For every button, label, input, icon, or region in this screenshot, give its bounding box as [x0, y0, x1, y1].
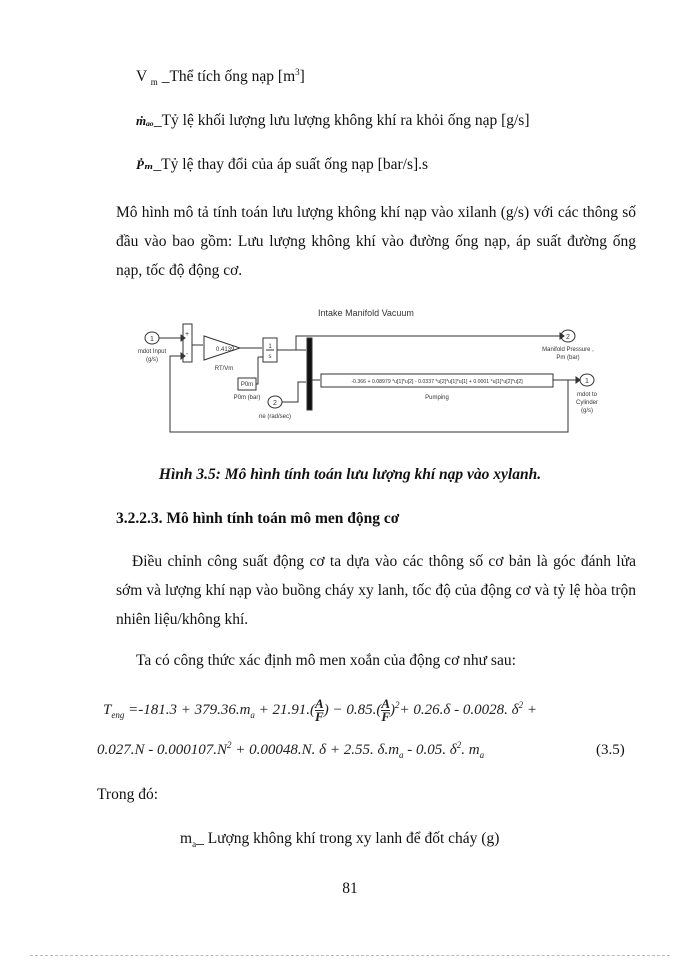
outport-1-label-b: Cylinder [575, 400, 599, 406]
vm-sub: m [150, 77, 158, 87]
pumping-label: Pumping [425, 395, 449, 401]
eq-l1a: =-181.3 + 379.36.m [124, 701, 251, 718]
eq-l2d-sub: a [479, 750, 485, 760]
sum-plus: + [184, 331, 190, 338]
outport-1-num: 1 [585, 378, 589, 385]
outport-2-num: 2 [566, 334, 570, 341]
eq-l1e: + 0.26.δ - 0.0028. δ [399, 701, 519, 718]
eq-l1c: ) − 0.85.( [323, 701, 382, 718]
def-mdot-out [136, 112, 529, 130]
pumping-expression: -0.366 + 0.08979 *u[1]*u[2] - 0.0337 *u[2]*u[1]*u[1] + 0.0001 *u[1]*u[2]*u[2] [351, 379, 523, 385]
p0m-value: P0m [240, 382, 254, 388]
equation-line-1 [103, 698, 537, 723]
eq-lhs-sub: eng [111, 709, 125, 720]
page-divider [30, 955, 670, 956]
gain-label: RT/Vm [214, 366, 234, 372]
inport-2-label: ne (rad/sec) [258, 414, 292, 420]
vm-text: _Thể tích ống nạp [m [161, 68, 296, 85]
figure-caption: Hình 3.5: Mô hình tính toán lưu lượng khí nạp vào xylanh. [158, 466, 542, 483]
frac-2 [381, 698, 390, 723]
eq-sq-1: 2 [395, 699, 400, 710]
eq-l1a-sub: a [250, 709, 255, 720]
ma-sub: a [192, 839, 197, 849]
inport-2-num: 2 [273, 400, 277, 407]
sum-minus: - [185, 351, 189, 358]
diagram-title: Intake Manifold Vacuum [318, 308, 414, 318]
mdot-out-symbol: ṁₐₒ [136, 113, 154, 128]
integrator-top: 1 [268, 344, 272, 350]
outport-1-label-a: mdot to [576, 392, 598, 398]
inport-1-label-b: (g/s) [146, 357, 158, 363]
frac-1 [315, 698, 324, 723]
eq-lhs: T [103, 701, 112, 718]
vm-letter: V [136, 68, 147, 85]
frac-1-den: F [315, 709, 324, 724]
formula-intro: Ta có công thức xác định mô men xoắn của động cơ như sau: [136, 652, 516, 669]
eq-l2c: - 0.05. δ [403, 742, 457, 758]
eq-l2d: . m [461, 742, 480, 758]
p0m-label: P0m (bar) [233, 395, 261, 401]
pdot-text: _Tỷ lệ thay đổi của áp suất ống nạp [bar/s].s [153, 156, 429, 173]
paragraph-intake-model: Mô hình mô tả tính toán lưu lượng không khí nạp vào xilanh (g/s) với các thông số đầu vào bao gồm: Lưu lượng không khí vào đường ống nạp, áp suất đường ống nạp, tốc độ động cơ. [116, 204, 636, 279]
outport-1-label-c: (g/s) [581, 408, 593, 414]
outport-2-label-b: Pm (bar) [556, 355, 580, 361]
mux-block [307, 338, 312, 410]
equation-line-2 [97, 742, 484, 759]
def-vm [136, 68, 305, 86]
equation-number: (3.5) [596, 742, 625, 758]
integrator-bottom: s [268, 354, 272, 360]
simulink-diagram [0, 298, 700, 438]
frac-1-num: A [315, 696, 324, 711]
ma-letter: m [180, 830, 193, 847]
eq-l2b: + 0.00048.N. δ + 2.55. δ.m [231, 742, 400, 758]
gain-value: 0.4139 [216, 347, 235, 353]
inport-1-num: 1 [150, 336, 154, 343]
ma-text: _ Lượng không khí trong xy lanh để đốt cháy (g) [196, 830, 500, 847]
mdot-out-text: _Tỷ lệ khối lượng lưu lượng không khí ra khỏi ống nạp [g/s] [153, 112, 530, 129]
inport-1-label-a: mdot Input [137, 349, 167, 355]
eq-sq-4: 2 [456, 740, 462, 750]
where-label: Trong đó: [97, 786, 159, 803]
section-heading: 3.2.2.3. Mô hình tính toán mô men động cơ [116, 510, 400, 527]
page-number: 81 [342, 880, 358, 897]
eq-l1b: + 21.91.( [254, 701, 316, 718]
pdot-symbol: Ṗₘ [136, 157, 154, 172]
def-ma [180, 830, 499, 848]
frac-2-den: F [381, 709, 391, 724]
frac-2-num: A [381, 696, 391, 711]
eq-l1f: + [523, 701, 537, 718]
eq-l2b-sub: a [399, 750, 404, 760]
def-pdot [136, 156, 428, 174]
eq-sq-2: 2 [518, 699, 524, 710]
outport-2-label-a: Manifold Pressure , [542, 347, 594, 353]
eq-sq-3: 2 [227, 740, 232, 750]
vm-sup: 3 [295, 67, 300, 77]
paragraph-torque: Điều chỉnh công suất động cơ ta dựa vào các thông số cơ bản là góc đánh lửa sớm và lượng khí nạp vào buồng cháy xy lanh, tốc độ của động cơ và tỷ lệ hòa trộn nhiên liệu/không khí. [116, 553, 636, 628]
eq-l2a: 0.027.N - 0.000107.N [97, 742, 228, 758]
vm-close: ] [299, 68, 305, 85]
eq-l1d: ) [390, 701, 396, 718]
